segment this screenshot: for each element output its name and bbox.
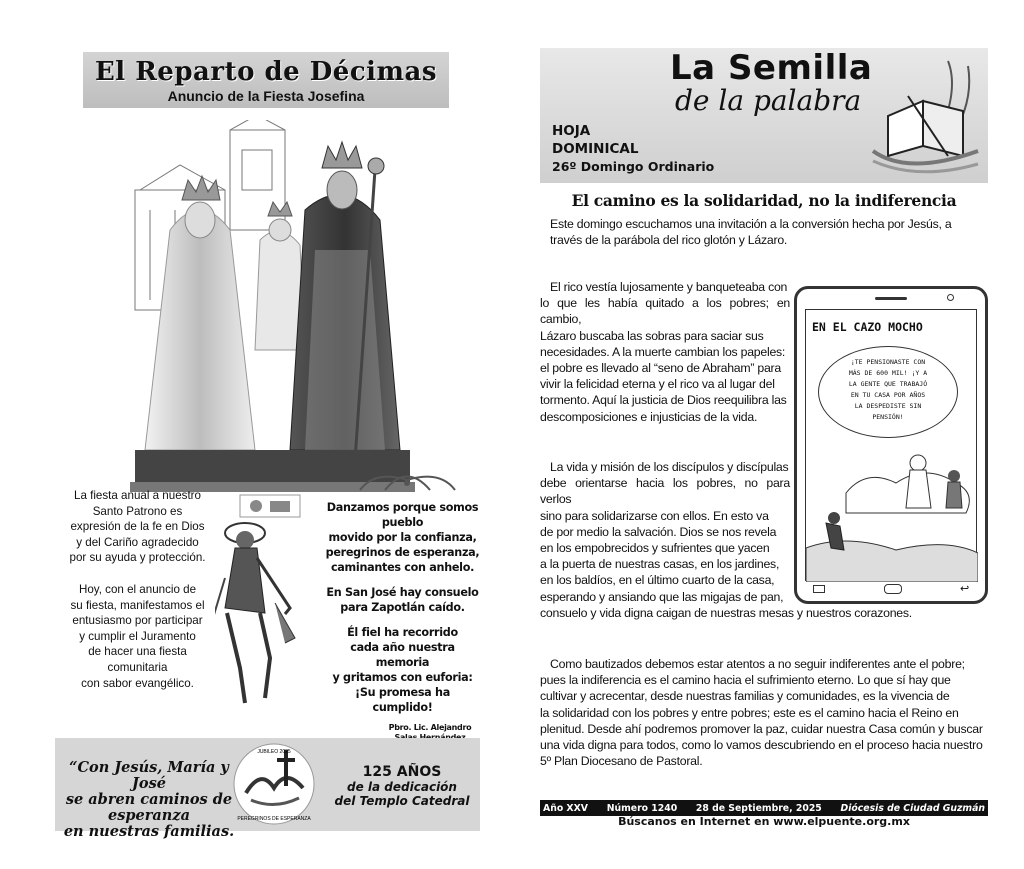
paragraph-baptized	[540, 656, 988, 769]
text-line: lo que les había quitado a los pobres; en cambio,	[540, 296, 790, 327]
paragraph-1	[55, 488, 220, 566]
left-column-text	[55, 488, 220, 691]
text-line: MÁS DE 600 MIL! ¡Y A	[848, 369, 928, 377]
text-line: de hacer una fiesta	[88, 645, 187, 659]
phone-speaker	[875, 297, 907, 300]
text-line: ¡Su promesa ha cumplido!	[355, 686, 450, 714]
dominical-label: DOMINICAL	[552, 141, 639, 157]
text-line: en nuestras familias.	[63, 823, 235, 840]
website-link[interactable]: Búscanos en Internet en www.elpuente.org.mx	[618, 815, 910, 828]
masthead-subtitle: de la palabra	[675, 84, 862, 117]
text-line: y gritamos con euforia:	[332, 671, 473, 684]
family-quote	[59, 760, 239, 840]
text-line: Él fiel ha recorrido	[347, 626, 458, 639]
text-line: Danzamos porque somos pueblo	[326, 501, 479, 529]
diocese-name: Diócesis de Ciudad Guzmán	[840, 802, 985, 814]
text-line: con sabor evangélico.	[81, 676, 194, 690]
cartoon-title: EN EL CAZO MOCHO	[812, 320, 923, 334]
text-line: Lázaro buscaba las sobras para saciar sus	[540, 328, 764, 343]
ornament-icon	[355, 465, 460, 495]
issue-footer	[540, 800, 988, 816]
text-line: debe orientarse hacia los pobres, no para verlos	[540, 476, 790, 507]
right-page	[540, 48, 988, 838]
text-line: para Zapotlán caído.	[340, 601, 465, 614]
text-line: plenitud. Desde ahí podremos promover la paz, cuidar nuestra Casa común y buscar	[540, 721, 983, 736]
text-line: tormento. Aquí la justicia de Dios reequilibra las	[540, 393, 787, 408]
text-line: y cumplir el Juramento	[79, 629, 196, 643]
paragraph-rich-man	[540, 279, 790, 425]
phone-camera-icon	[947, 294, 954, 301]
paragraph-2	[55, 582, 220, 691]
text-line: EN TU CASA POR AÑOS	[850, 391, 926, 399]
text-line: LA GENTE QUE TRABAJÓ	[848, 380, 928, 388]
text-line: Como bautizados debemos estar atentos a no seguir indiferentes ante el pobre;	[550, 657, 965, 671]
text-line: en los empobrecidos y sufrientes que yacen	[540, 541, 770, 556]
text-line: Santo Patrono es	[92, 504, 183, 518]
text-line: descomposiciones e injusticias de la vida.	[540, 409, 758, 424]
poem-stanza-3	[325, 625, 480, 715]
text-line: La vida y misión de los discípulos y discípulas	[550, 460, 789, 474]
phone-back-icon: ↩	[960, 583, 970, 595]
text-line: pues la indiferencia es el camino hacia el sufrimiento eterno. Lo que sí hay que	[540, 673, 951, 688]
banner-subtitle: Anuncio de la Fiesta Josefina	[167, 88, 365, 104]
phone-screen	[805, 309, 977, 581]
phone-cartoon	[794, 286, 988, 604]
text-line: peregrinos de esperanza,	[325, 546, 480, 559]
speech-bubble	[818, 346, 958, 438]
text-line: del Templo Catedral	[334, 794, 470, 808]
text-line: 125 AÑOS	[362, 764, 442, 780]
banner-title: El Reparto de Décimas	[94, 57, 438, 87]
poem-text	[325, 500, 480, 743]
text-line: Este domingo escuchamos una invitación a la conversión hecha por Jesús, a	[550, 217, 952, 231]
hoja-label: HOJA	[552, 123, 591, 139]
issue-number: Número 1240	[606, 802, 678, 814]
issue-year: Año XXV	[543, 802, 588, 814]
text-line: entusiasmo por participar	[72, 614, 203, 628]
text-line: su fiesta, manifestamos el	[70, 598, 205, 612]
text-line: ¡TE PENSIONASTE CON	[850, 358, 926, 366]
text-line: LA DESPEDISTE SIN	[854, 402, 922, 410]
text-line: a la puerta de nuestras casas, en los jardines,	[540, 557, 780, 572]
text-line: en los baldíos, en el último cuarto de la casa,	[540, 573, 775, 588]
text-line: y del Cariño agradecido	[76, 535, 199, 549]
text-line: sino para solidarizarse con ellos. En esto va	[540, 508, 769, 523]
text-line: esperando y ansiando que las migajas de pan,	[540, 589, 784, 604]
poem-stanza-1	[325, 500, 480, 575]
text-line: En San José hay consuelo	[326, 586, 479, 599]
left-footer	[55, 738, 480, 840]
text-line: por su ayuda y protección.	[69, 551, 206, 565]
cartoon-drawing	[806, 438, 978, 582]
text-line: expresión de la fe en Dios	[70, 520, 205, 534]
text-line: 5º Plan Diocesano de Pastoral.	[540, 754, 703, 769]
phone-menu-icon	[813, 585, 825, 593]
text-line: consuelo y vida digna caigan de nuestras mesas y nuestros corazones.	[540, 605, 912, 620]
jubileo-top-text: JUBILEO 2025	[257, 749, 291, 755]
text-line: de por medio la salvación. Dios se nos revela	[540, 524, 777, 539]
sunday-label: 26º Domingo Ordinario	[552, 159, 715, 174]
issue-date: 28 de Septiembre, 2025	[695, 802, 822, 814]
dancer-illustration	[215, 518, 315, 708]
text-line: cada año nuestra memoria	[350, 641, 455, 669]
left-page	[55, 48, 480, 840]
text-line: movido por la confianza,	[328, 531, 477, 544]
open-book-icon	[868, 56, 986, 181]
text-line: comunitaria	[107, 660, 168, 674]
phone-home-icon	[884, 584, 902, 594]
text-line: caminantes con anhelo.	[330, 561, 475, 574]
text-line: “Con Jesús, María y José	[69, 759, 229, 792]
text-line: PENSIÓN!	[872, 413, 904, 421]
article-title: El camino es la solidaridad, no la indiferencia	[571, 191, 957, 210]
jubileo-bottom-text: PEREGRINOS DE ESPERANZA	[237, 816, 311, 822]
intro-paragraph	[550, 216, 988, 248]
text-line: la solidaridad con los pobres y entre pobres; este es el camino hacia el Reino en	[540, 705, 959, 720]
text-line: La fiesta anual a nuestro	[74, 489, 201, 502]
masthead	[540, 48, 988, 183]
text-line: cultivar y acrecentar, desde nuestras familias y comunidades, es la vivencia de	[540, 689, 950, 704]
masthead-title: La Semilla	[670, 48, 873, 88]
jubilee-logo-icon	[231, 738, 317, 828]
text-line: Hoy, con el anuncio de	[78, 582, 197, 596]
text-line: través de la parábola del rico glotón y Lázaro.	[550, 233, 788, 248]
anniversary-text	[327, 764, 477, 808]
text-line: Pbro. Lic. Alejandro	[388, 723, 472, 732]
text-line: necesidades. A la muerte cambian los papeles:	[540, 344, 786, 359]
text-line: una vida digna para todos, como lo vamos descubriendo en el proceso hacia nuestro	[540, 738, 983, 753]
poem-stanza-2	[325, 585, 480, 615]
text-line: vivir la felicidad eterna y el rico va al lugar del	[540, 377, 775, 392]
text-line: de la dedicación	[347, 780, 457, 794]
title-banner	[83, 52, 449, 108]
text-line: el pobre es llevado al “seno de Abraham” para	[540, 361, 781, 376]
text-line: El rico vestía lujosamente y banqueteaba con	[550, 280, 788, 294]
text-line: se abren caminos de esperanza	[65, 791, 233, 824]
